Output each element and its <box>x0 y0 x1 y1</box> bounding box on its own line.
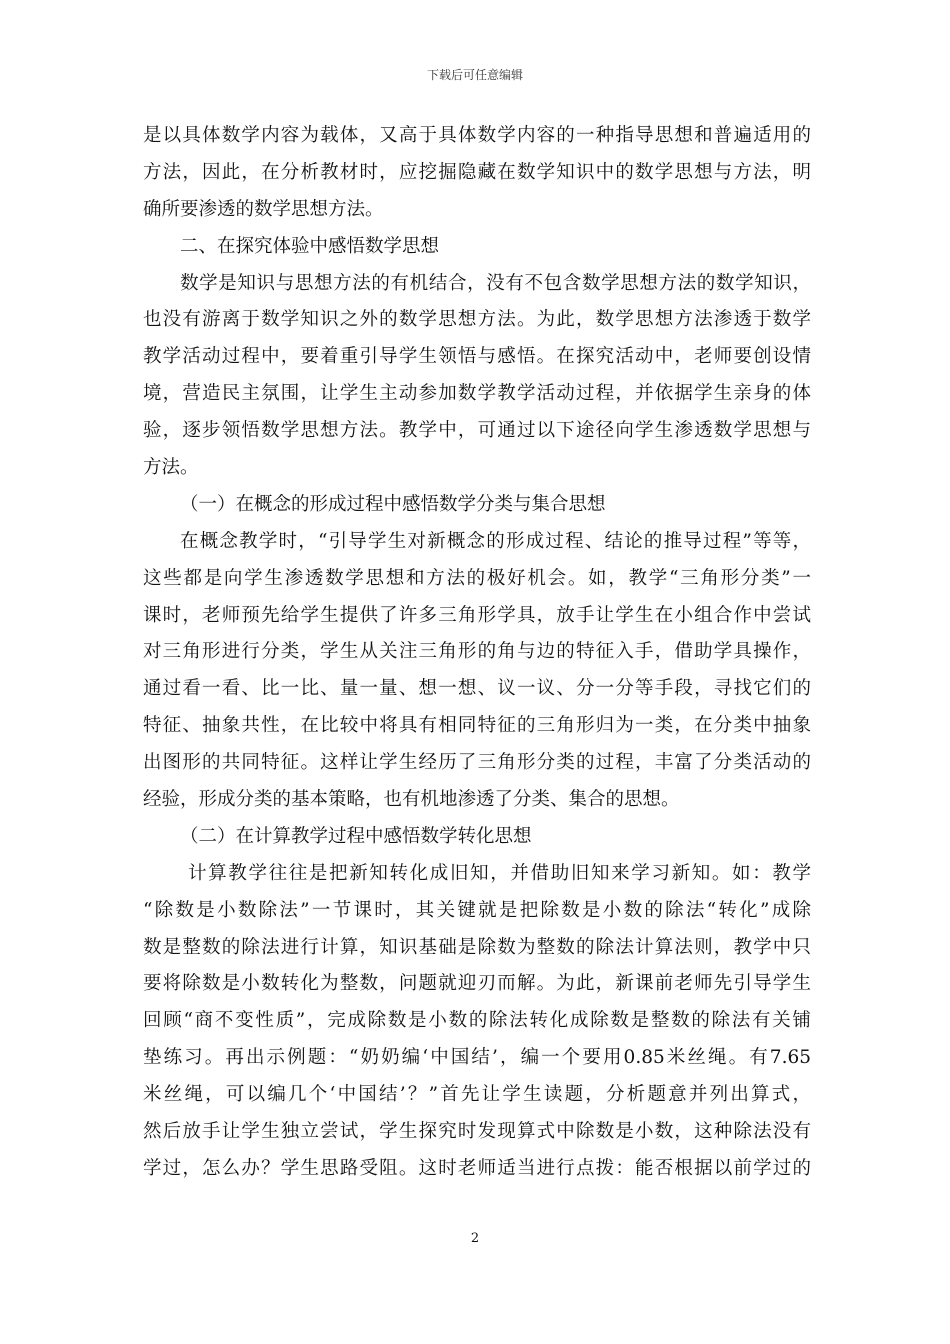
subsection-heading: （二）在计算教学过程中感悟数学转化思想 <box>180 825 532 847</box>
paragraph-line: “除数是小数除法”一节课时，其关键就是把除数是小数的除法“转化”成除 <box>143 899 811 921</box>
paragraph-line: 课时，老师预先给学生提供了许多三角形学具，放手让学生在小组合作中尝试 <box>143 604 811 626</box>
paragraph-line: 教学活动过程中，要着重引导学生领悟与感悟。在探究活动中，老师要创设情 <box>143 346 811 368</box>
subsection-heading: （一）在概念的形成过程中感悟数学分类与集合思想 <box>180 493 606 515</box>
paragraph-line: 对三角形进行分类，学生从关注三角形的角与边的特征入手，借助学具操作， <box>143 641 811 663</box>
paragraph-line: 在概念教学时，“引导学生对新概念的形成过程、结论的推导过程”等等， <box>180 530 811 552</box>
paragraph-line: 垫练习。再出示例题：“奶奶编‘中国结’，编一个要用0.85米丝绳。有7.65 <box>143 1047 811 1069</box>
paragraph-line: 回顾“商不变性质”，完成除数是小数的除法转化成除数是整数的除法有关铺 <box>143 1010 811 1032</box>
paragraph-line: 通过看一看、比一比、量一量、想一想、议一议、分一分等手段，寻找它们的 <box>143 678 811 700</box>
paragraph-line: 米丝绳，可以编几个‘中国结’？”首先让学生读题，分析题意并列出算式， <box>143 1084 811 1106</box>
paragraph-line: 确所要渗透的数学思想方法。 <box>143 198 384 220</box>
section-heading: 二、在探究体验中感悟数学思想 <box>180 235 440 257</box>
paragraph-line: 数是整数的除法进行计算，知识基础是除数为整数的除法计算法则，教学中只 <box>143 936 811 958</box>
paragraph-line: 数学是知识与思想方法的有机结合，没有不包含数学思想方法的数学知识， <box>180 272 811 294</box>
paragraph-line: 然后放手让学生独立尝试，学生探究时发现算式中除数是小数，这种除法没有 <box>143 1121 811 1143</box>
paragraph-line: 计算教学往往是把新知转化成旧知，并借助旧知来学习新知。如：教学 <box>188 862 811 884</box>
paragraph-line: 特征、抽象共性，在比较中将具有相同特征的三角形归为一类，在分类中抽象 <box>143 715 811 737</box>
paragraph-line: 经验，形成分类的基本策略，也有机地渗透了分类、集合的思想。 <box>143 789 680 811</box>
paragraph-line: 验，逐步领悟数学思想方法。教学中，可通过以下途径向学生渗透数学思想与 <box>143 420 811 442</box>
paragraph-line: 也没有游离于数学知识之外的数学思想方法。为此，数学思想方法渗透于数学 <box>143 309 811 331</box>
document-body <box>143 118 811 1188</box>
paragraph-line: 这些都是向学生渗透数学思想和方法的极好机会。如，教学“三角形分类”一 <box>143 567 811 589</box>
paragraph-line: 方法，因此，在分析教材时，应挖掘隐藏在数学知识中的数学思想与方法，明 <box>143 161 811 183</box>
paragraph-line: 方法。 <box>143 457 199 479</box>
paragraph-line: 是以具体数学内容为载体，又高于具体数学内容的一种指导思想和普遍适用的 <box>143 125 811 146</box>
paragraph-line: 学过，怎么办？学生思路受阻。这时老师适当进行点拨：能否根据以前学过的 <box>143 1157 811 1179</box>
paragraph-line: 要将除数是小数转化为整数，问题就迎刃而解。为此，新课前老师先引导学生 <box>143 973 811 995</box>
page-number: 2 <box>470 1231 480 1246</box>
page-header: 下载后可任意编辑 <box>426 68 523 82</box>
paragraph-line: 境，营造民主氛围，让学生主动参加数学教学活动过程，并依据学生亲身的体 <box>143 383 811 405</box>
paragraph-line: 出图形的共同特征。这样让学生经历了三角形分类的过程，丰富了分类活动的 <box>143 752 811 774</box>
